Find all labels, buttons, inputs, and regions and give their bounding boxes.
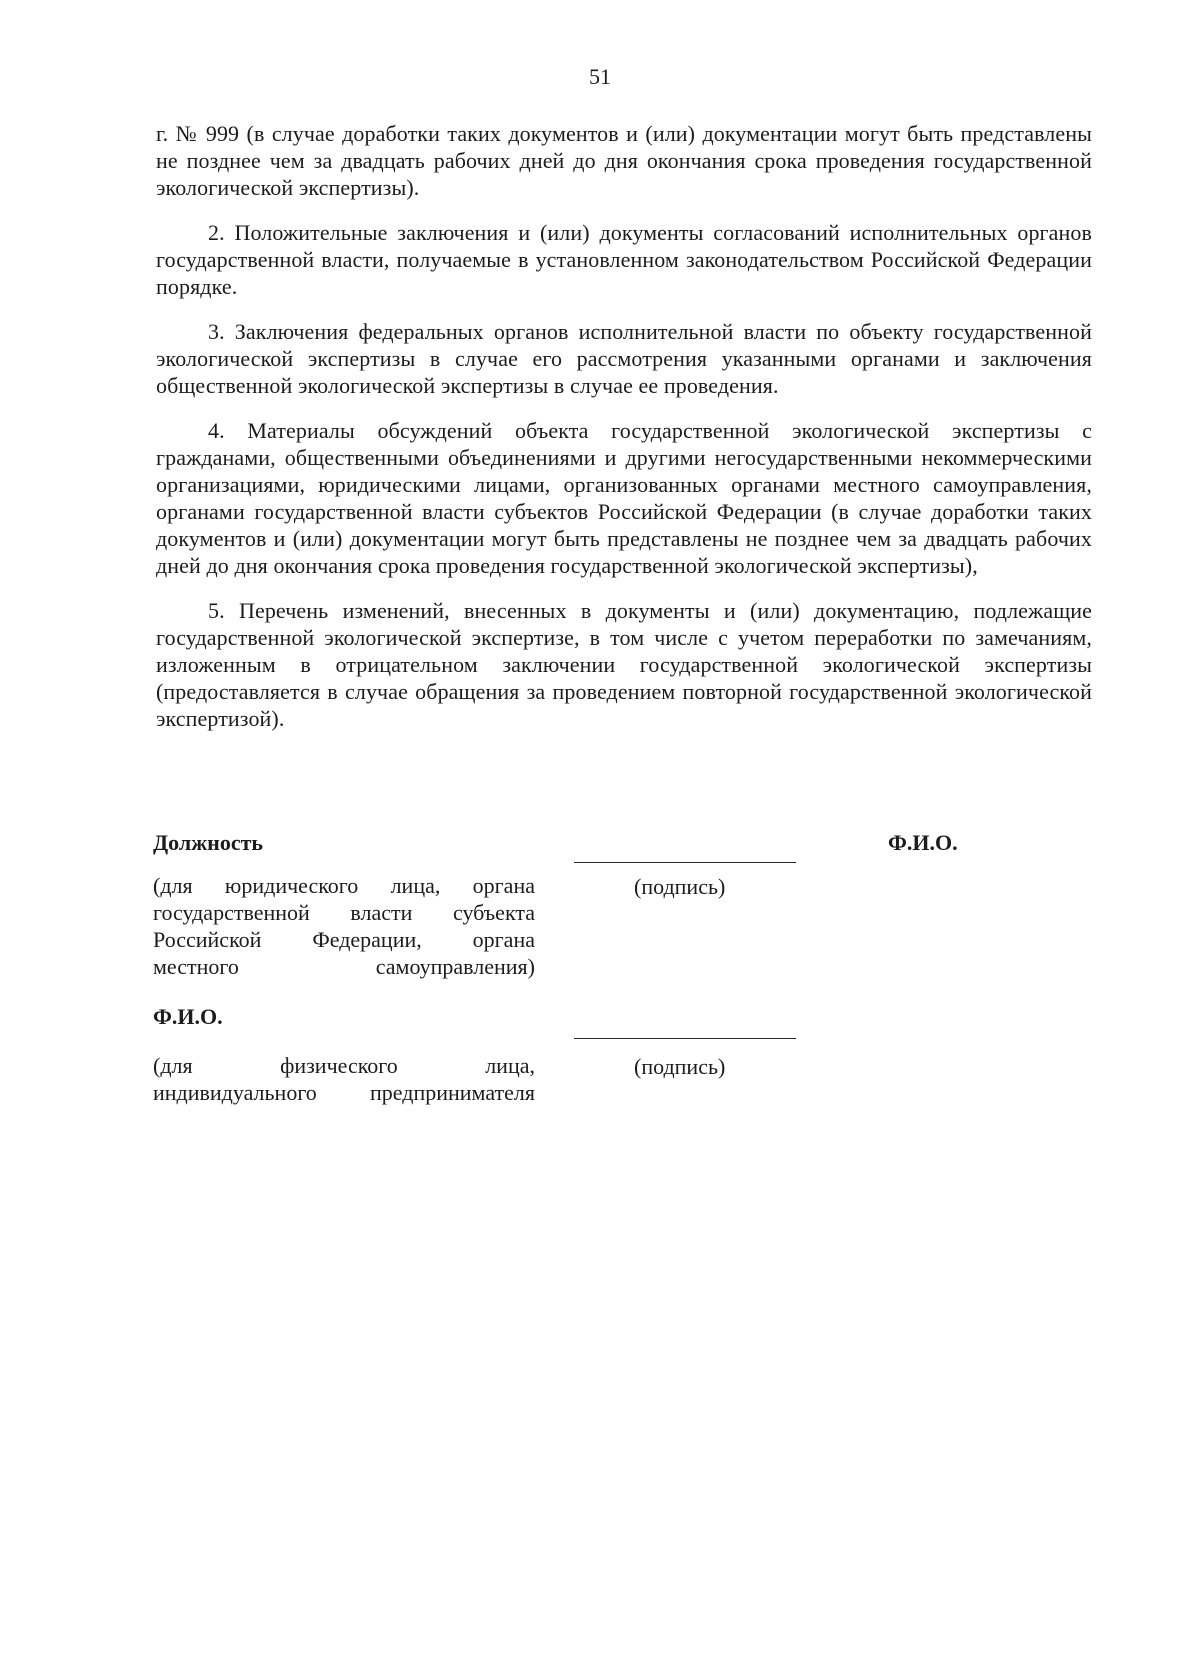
page-number: 51	[589, 64, 611, 89]
signature-line-individual	[574, 1038, 796, 1039]
individual-description	[153, 1052, 535, 1106]
paragraph-item-4: 4. Материалы обсуждений объекта государственной экологической экспертизы с гражданами, общественными объединениями и другими негосударственными некоммерческими организациями, юридическими лицами, организованных органами местного самоуправления, органами государственной власти субъектов Российской Федерации (в случае доработки таких документов и (или) документации могут быть представлены не позднее чем за двадцать рабочих дней до дня окончания срока проведения государственной экологической экспертизы),	[156, 418, 1092, 578]
signature-caption-legal: (подпись)	[634, 874, 726, 899]
position-heading: Должность	[153, 830, 264, 855]
paragraph-item-3: 3. Заключения федеральных органов исполнительной власти по объекту государственной экологической экспертизы в случае его рассмотрения указанными органами и заключения общественной экологической экспертизы в случае ее проведения.	[156, 319, 1092, 398]
paragraph-item-2: 2. Положительные заключения и (или) документы согласований исполнительных органов государственной власти, получаемые в установленном законодательством Российской Федерации порядке.	[156, 220, 1092, 299]
fio-label-legal: Ф.И.О.	[888, 830, 958, 855]
signature-line-legal	[574, 862, 796, 863]
legal-entity-description	[153, 872, 535, 980]
paragraph-continuation: г. № 999 (в случае доработки таких документов и (или) документации могут быть представлены не позднее чем за двадцать рабочих дней до дня окончания срока проведения государственной экологической экспертизы).	[156, 121, 1092, 200]
fio-heading-individual: Ф.И.О.	[153, 1004, 223, 1029]
paragraph-item-5: 5. Перечень изменений, внесенных в документы и (или) документацию, подлежащие государственной экологической экспертизе, в том числе с учетом переработки по замечаниям, изложенным в отрицательном заключении государственной экологической экспертизы (предоставляется в случае обращения за проведением повторной государственной экологической экспертизой).	[156, 598, 1092, 731]
body-text	[156, 120, 1092, 750]
signature-caption-individual: (подпись)	[634, 1054, 726, 1079]
individual-description-text: (для физического лица, индивидуального предпринимателя	[153, 1053, 535, 1105]
legal-entity-description-text: (для юридического лица, органа государственной власти субъекта Российской Федерации, органа местного самоуправления)	[153, 873, 535, 979]
